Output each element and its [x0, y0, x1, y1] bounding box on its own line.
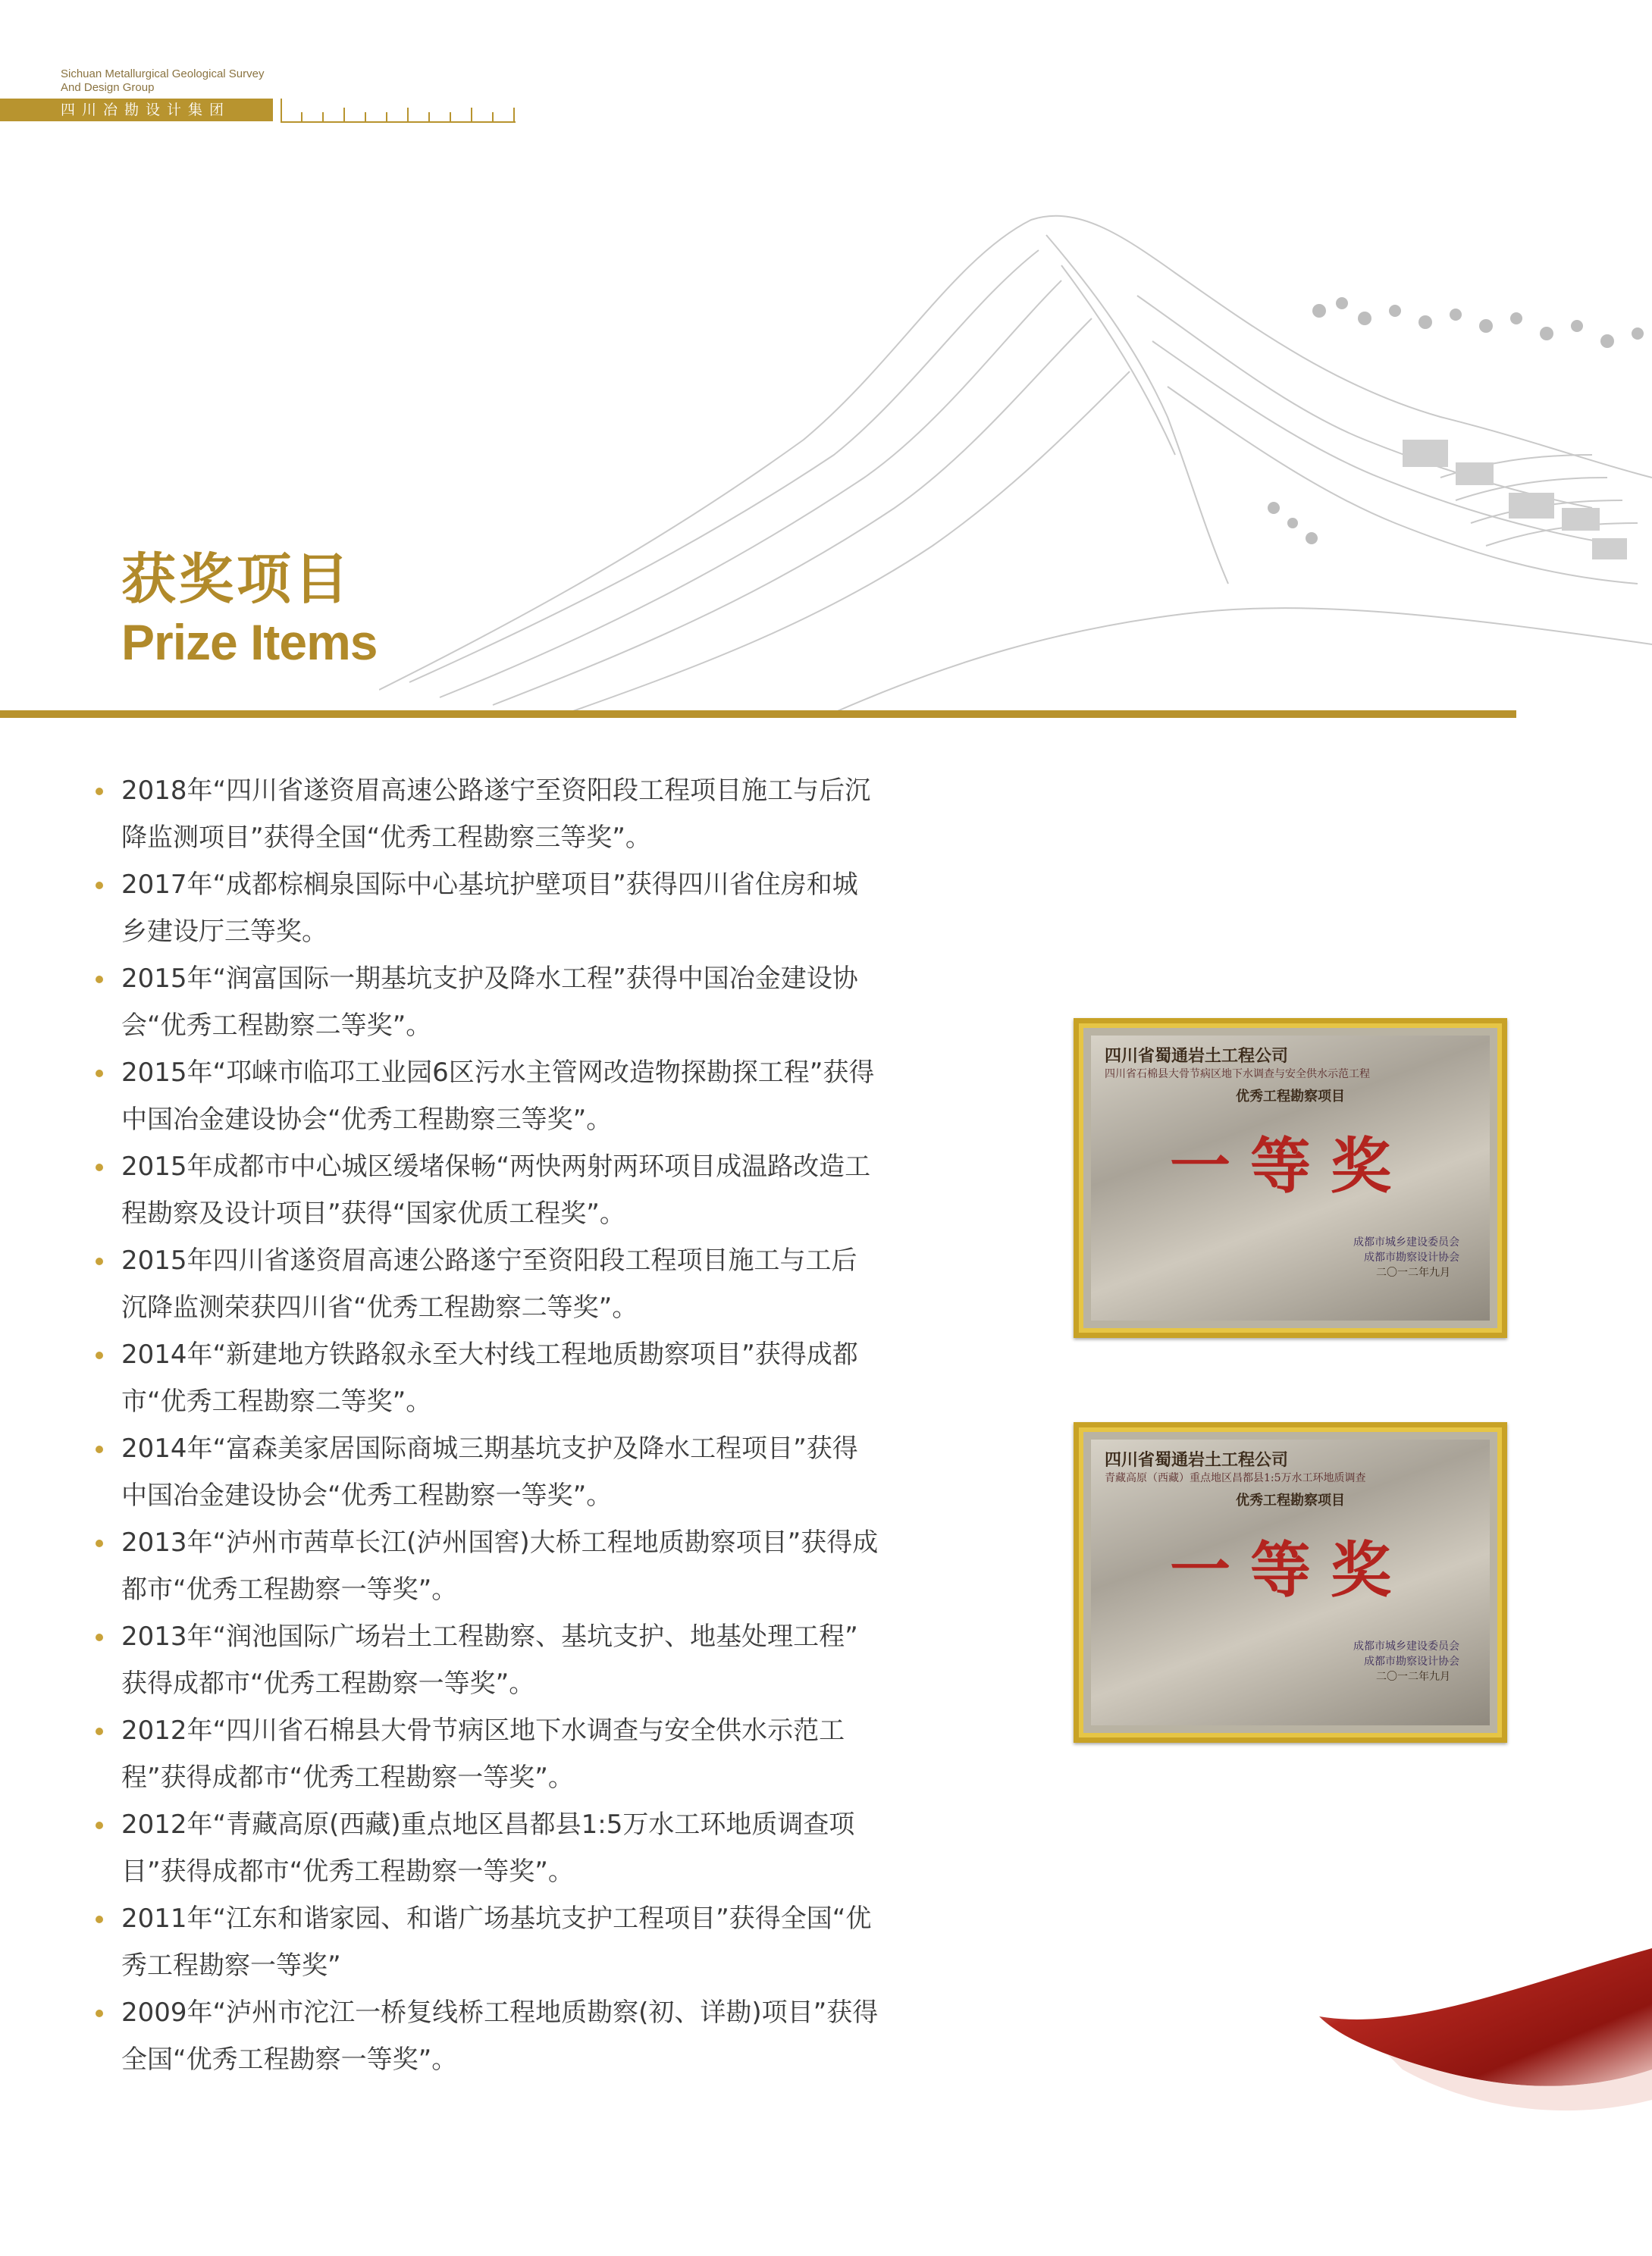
plaque-surface [1091, 1440, 1490, 1725]
list-item-line2: 沉降监测荣获四川省“优秀工程勘察二等奖”。 [121, 1292, 638, 1323]
list-item-line1: 2013年“润池国际广场岩土工程勘察、基坑支护、地基处理工程” [121, 1622, 858, 1652]
list-item-line2: 目”获得成都市“优秀工程勘察一等奖”。 [121, 1856, 574, 1887]
red-ribbon-decoration [1289, 1941, 1652, 2256]
bullet-icon [96, 2010, 103, 2017]
list-item-line2: 秀工程勘察一等奖” [121, 1950, 341, 1981]
plaque-award: 一等奖 [1170, 1534, 1411, 1606]
ruler-decoration [281, 99, 516, 123]
mountain-landscape-illustration [379, 190, 1652, 713]
list-item [96, 861, 914, 955]
list-item-line1: 2015年四川省遂资眉高速公路遂宁至资阳段工程项目施工与工后 [121, 1246, 857, 1276]
plaque-issuer: 成都市勘察设计协会 [1364, 1252, 1459, 1264]
list-item-line2: 都市“优秀工程勘察一等奖”。 [121, 1574, 458, 1605]
list-item [96, 1801, 914, 1895]
list-item-line1: 2013年“泸州市茜草长江(泸州国窖)大桥工程地质勘察项目”获得成 [121, 1528, 879, 1558]
plaque-company: 四川省蜀通岩土工程公司 [1105, 1046, 1289, 1066]
list-item-line2: 获得成都市“优秀工程勘察一等奖”。 [121, 1668, 535, 1699]
list-item-line1: 2012年“四川省石棉县大骨节病区地下水调查与安全供水示范工 [121, 1716, 845, 1746]
bullet-icon [96, 1916, 103, 1923]
list-item [96, 1895, 914, 1989]
list-item-line2: 降监测项目”获得全国“优秀工程勘察三等奖”。 [121, 822, 651, 853]
brand-english-line2: And Design Group [61, 81, 155, 94]
list-item-line2: 全国“优秀工程勘察一等奖”。 [121, 2044, 458, 2075]
list-item-line1: 2018年“四川省遂资眉高速公路遂宁至资阳段工程项目施工与后沉 [121, 776, 871, 806]
plaque-company: 四川省蜀通岩土工程公司 [1105, 1450, 1289, 1470]
page-title-english: Prize Items [121, 614, 378, 670]
list-item-line1: 2015年“润富国际一期基坑支护及降水工程”获得中国冶金建设协 [121, 964, 858, 994]
plaque-award: 一等奖 [1170, 1130, 1411, 1202]
page-title-chinese: 获奖项目 [121, 547, 353, 611]
list-item-line1: 2017年“成都棕榈泉国际中心基坑护壁项目”获得四川省住房和城 [121, 870, 858, 900]
list-item-line1: 2014年“新建地方铁路叙永至大村线工程地质勘察项目”获得成都 [121, 1340, 858, 1370]
award-plaque-photo [1074, 1018, 1507, 1338]
list-item-line2: 乡建设厅三等奖。 [121, 916, 328, 947]
award-plaque-photo [1074, 1422, 1507, 1743]
plaque-category: 优秀工程勘察项目 [1236, 1089, 1345, 1104]
list-item [96, 1707, 914, 1801]
list-item [96, 1989, 914, 2083]
bullet-icon [96, 1634, 103, 1641]
list-item [96, 1049, 914, 1143]
list-item [96, 767, 914, 861]
list-item-line2: 程”获得成都市“优秀工程勘察一等奖”。 [121, 1762, 574, 1793]
title-divider [0, 710, 1516, 718]
bullet-icon [96, 1258, 103, 1265]
bullet-icon [96, 1822, 103, 1829]
list-item [96, 1519, 914, 1613]
bullet-icon [96, 1352, 103, 1359]
list-item-line2: 中国冶金建设协会“优秀工程勘察三等奖”。 [121, 1104, 613, 1135]
bullet-icon [96, 976, 103, 983]
list-item [96, 955, 914, 1049]
list-item [96, 1613, 914, 1707]
brand-chinese-name: 四川冶勘设计集团 [61, 102, 231, 118]
list-item-line2: 市“优秀工程勘察二等奖”。 [121, 1386, 432, 1417]
bullet-icon [96, 788, 103, 795]
plaque-project: 四川省石棉县大骨节病区地下水调查与安全供水示范工程 [1105, 1068, 1370, 1080]
plaque-issuer: 成都市城乡建设委员会 [1353, 1236, 1459, 1249]
bullet-icon [96, 1070, 103, 1077]
plaque-surface [1091, 1036, 1490, 1321]
list-item [96, 1331, 914, 1425]
bullet-icon [96, 1446, 103, 1453]
plaque-issuer: 成都市勘察设计协会 [1364, 1656, 1459, 1668]
bullet-icon [96, 1540, 103, 1547]
bullet-icon [96, 1728, 103, 1735]
list-item [96, 1237, 914, 1331]
prize-list [96, 767, 914, 2083]
list-item-line1: 2012年“青藏高原(西藏)重点地区昌都县1:5万水工环地质调查项 [121, 1810, 855, 1840]
list-item-line1: 2015年“邛崃市临邛工业园6区污水主管网改造物探勘探工程”获得 [121, 1058, 875, 1088]
list-item [96, 1425, 914, 1519]
brand-english-name [61, 67, 264, 95]
list-item-line2: 中国冶金建设协会“优秀工程勘察一等奖”。 [121, 1480, 613, 1511]
list-item-line1: 2009年“泸州市沱江一桥复线桥工程地质勘察(初、详勘)项目”获得 [121, 1998, 879, 2028]
plaque-issuer: 成都市城乡建设委员会 [1353, 1640, 1459, 1653]
list-item-line1: 2015年成都市中心城区缓堵保畅“两快两射两环项目成温路改造工 [121, 1152, 871, 1182]
brand-english-line1: Sichuan Metallurgical Geological Survey [61, 67, 265, 80]
list-item-line1: 2014年“富森美家居国际商城三期基坑支护及降水工程项目”获得 [121, 1434, 858, 1464]
plaque-date: 二〇一二年九月 [1376, 1671, 1450, 1683]
list-item-line2: 会“优秀工程勘察二等奖”。 [121, 1010, 432, 1041]
plaque-date: 二〇一二年九月 [1376, 1267, 1450, 1279]
bullet-icon [96, 1164, 103, 1171]
plaque-project: 青藏高原（西藏）重点地区昌都县1:5万水工环地质调查 [1105, 1472, 1366, 1484]
list-item-line1: 2011年“江东和谐家园、和谐广场基坑支护工程项目”获得全国“优 [121, 1904, 872, 1934]
plaque-category: 优秀工程勘察项目 [1236, 1493, 1345, 1509]
list-item-line2: 程勘察及设计项目”获得“国家优质工程奖”。 [121, 1198, 625, 1229]
list-item [96, 1143, 914, 1237]
bullet-icon [96, 882, 103, 889]
